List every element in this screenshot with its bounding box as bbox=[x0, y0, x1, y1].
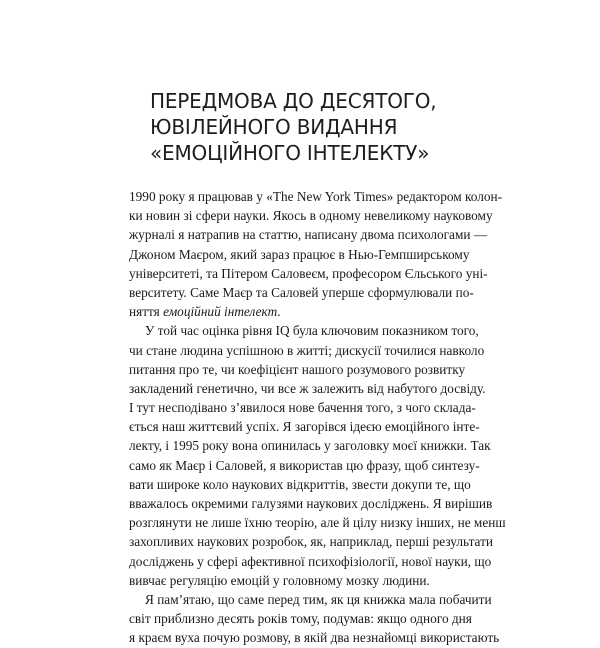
text-line: 1990 року я працював у «The New York Times» редактором колон- bbox=[129, 189, 503, 204]
heading-line: ПЕРЕДМОВА ДО ДЕСЯТОГО, bbox=[150, 89, 437, 113]
chapter-heading bbox=[150, 88, 480, 166]
text-line: вивчає регуляцію емоцій у головному мозку людини. bbox=[129, 572, 430, 588]
text-line: захопливих наукових розробок, як, наприклад, перші результати bbox=[129, 534, 494, 550]
text-line: Я пам’ятаю, що саме перед тим, як ця книжка мала побачити bbox=[145, 591, 492, 607]
text-line: ки новин зі сфери науки. Якось в одному невеликому науковому bbox=[129, 208, 493, 224]
italic-term: емоційний інтелект bbox=[163, 304, 278, 320]
heading-line: ЮВІЛЕЙНОГО ВИДАННЯ bbox=[150, 115, 398, 139]
text-line: чи стане людина успішною в житті; дискусії точилися навколо bbox=[129, 342, 485, 358]
text-fragment: няття bbox=[129, 304, 164, 320]
text-line: У той час оцінка рівня IQ була ключовим показником того, bbox=[145, 323, 479, 339]
text-line: вати широке коло наукових відкриттів, звести докупи те, що bbox=[129, 476, 471, 492]
text-line bbox=[129, 302, 465, 321]
text-line: журналі я натрапив на статтю, написану двома психологами — bbox=[129, 227, 488, 243]
text-line: Джоном Маєром, який зараз працює в Нью-Гемпширському bbox=[129, 246, 470, 262]
text-line: закладений генетично, чи все ж залежить від набутого досвіду. bbox=[129, 380, 486, 396]
text-line: само як Маєр і Саловей, я використав цю фразу, щоб синтезу- bbox=[129, 457, 480, 473]
text-line: ється наш життєвий успіх. Я загорівся ідеєю емоційного інте- bbox=[129, 419, 480, 435]
text-line: розглянути не лише їхню теорію, але й цілу низку інших, не менш bbox=[129, 515, 506, 531]
text-line: світ приблизно десять років тому, подумав: якщо одного дня bbox=[129, 611, 472, 627]
paragraph bbox=[129, 321, 506, 590]
text-fragment: . bbox=[277, 304, 281, 320]
text-line: питання про те, чи коефіцієнт нашого розумового розвитку bbox=[129, 361, 466, 377]
text-line: І тут несподівано з’явилося нове бачення того, з чого склада- bbox=[129, 400, 476, 416]
heading-line: «ЕМОЦІЙНОГО ІНТЕЛЕКТУ» bbox=[150, 141, 430, 165]
text-line: лекту, і 1995 року вона опинилась у заголовку моєї книжки. Так bbox=[129, 438, 491, 454]
text-line: університеті, та Пітером Саловеєм, професором Єльського уні- bbox=[129, 265, 488, 281]
text-line: верситету. Саме Маєр та Саловей уперше сформулювали по- bbox=[129, 284, 474, 300]
body-text bbox=[129, 187, 506, 648]
text-line: я краєм вуха почую розмову, в якій два незнайомці використають bbox=[129, 630, 500, 646]
text-line: вважалось окремими галузями наукових досліджень. Я вирішив bbox=[129, 496, 493, 511]
text-line: досліджень у сфері афективної психофізіології, нової науки, що bbox=[129, 553, 492, 569]
paragraph bbox=[129, 187, 503, 321]
paragraph bbox=[129, 590, 500, 648]
